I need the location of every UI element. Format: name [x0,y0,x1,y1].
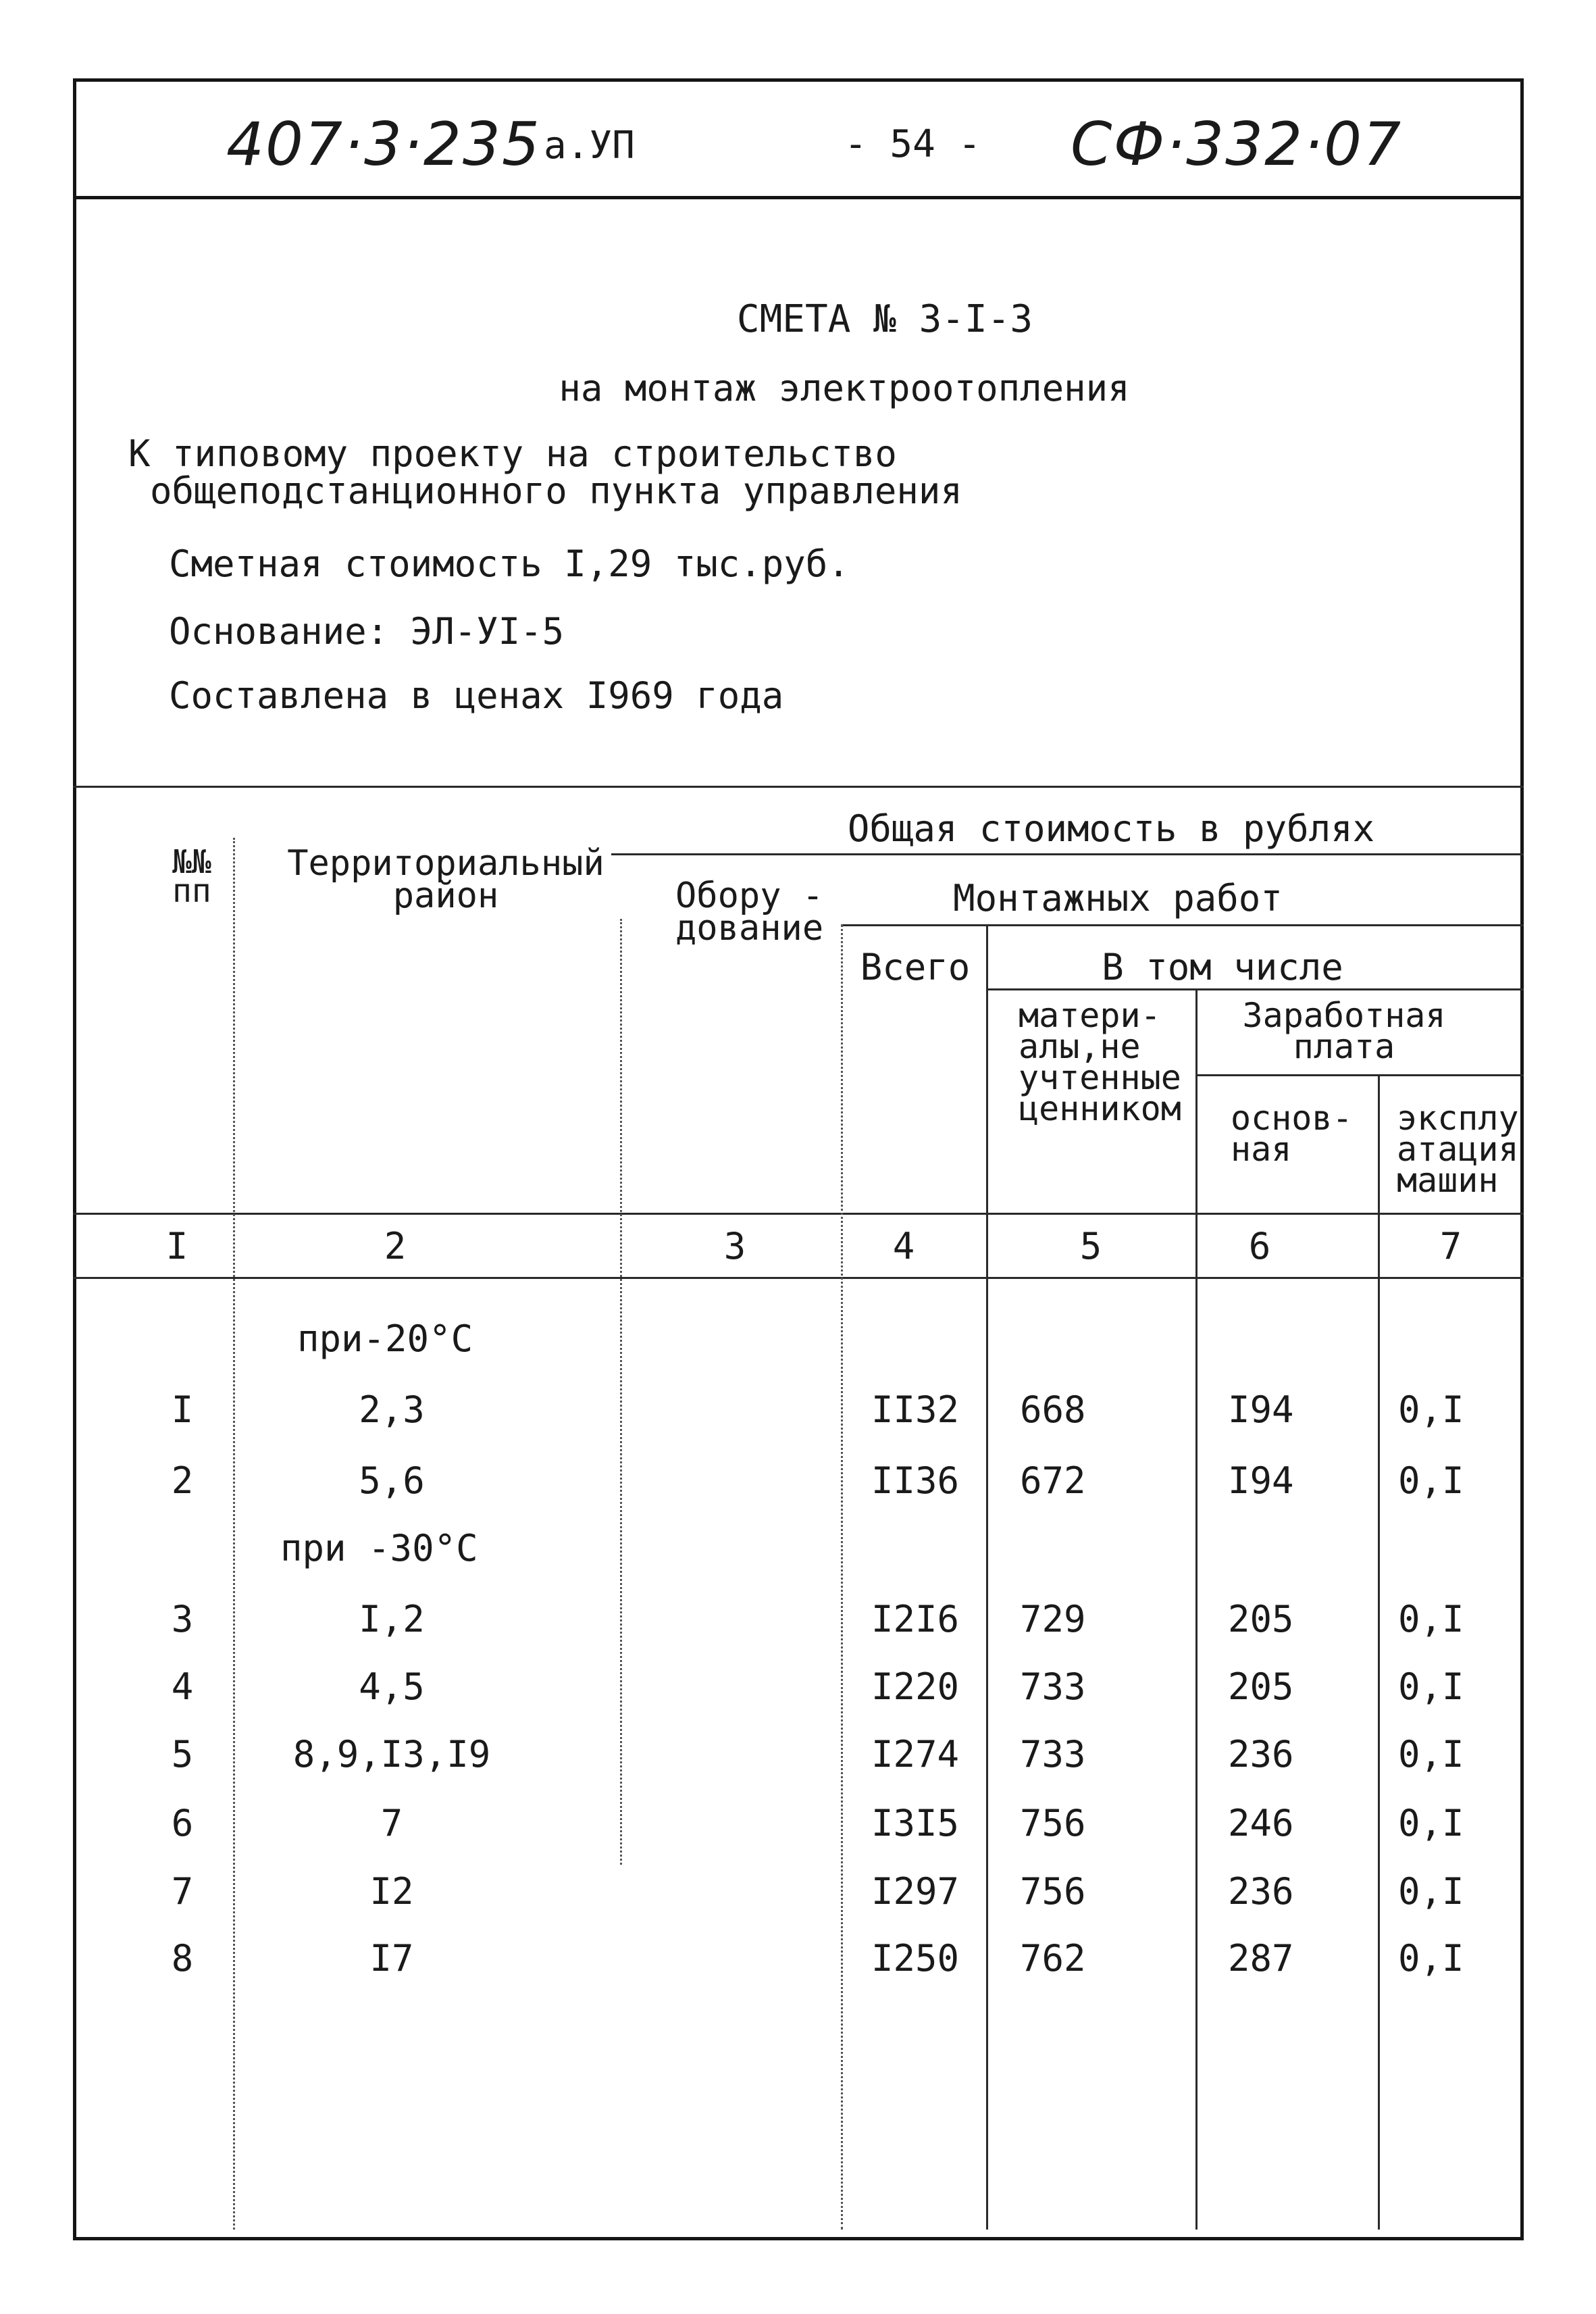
row-region: 7 [380,1802,403,1844]
row-total: I274 [871,1733,960,1776]
row-basic-wage: 287 [1228,1937,1294,1980]
row-total: I3I5 [871,1802,960,1844]
row-number: 8 [171,1937,194,1980]
row-materials: 729 [1020,1598,1086,1640]
row-machines: 0,I [1398,1870,1464,1913]
row-region: I2 [369,1870,414,1913]
document-code: СФ·332·07 [1071,109,1403,179]
row-number: 5 [171,1733,194,1776]
row-machines: 0,I [1398,1937,1464,1980]
row-total: I297 [871,1870,960,1913]
row-region: 2,3 [359,1388,425,1431]
row-total: I250 [871,1937,960,1980]
col-number-3: 3 [723,1225,746,1267]
group-label-minus20: при-20°С [297,1317,473,1360]
row-materials: 756 [1020,1870,1086,1913]
header-materials: матери- алы,не учтенные ценником [1019,996,1181,1128]
rule-under-install [841,924,1524,926]
estimate-title: СМЕТА № 3-I-3 [736,297,1033,341]
row-basic-wage: I94 [1228,1459,1294,1502]
header-total-cost: Общая стоимость в рублях [847,807,1375,850]
project-line-1: К типовому проекту на строительство [128,432,897,475]
col-line-1 [233,838,235,2230]
rule-above-col-numbers [73,1213,1524,1215]
rule-under-wages [1195,1074,1524,1076]
row-number: I [171,1388,194,1431]
row-number: 4 [171,1665,194,1708]
row-basic-wage: 236 [1228,1733,1294,1776]
row-materials: 668 [1020,1388,1086,1431]
page-number: - 54 - [844,122,981,166]
basis: Основание: ЭЛ-УI-5 [169,610,565,653]
header-all: Всего [860,946,971,988]
col-number-2: 2 [384,1225,407,1267]
row-basic-wage: 205 [1228,1598,1294,1640]
row-materials: 733 [1020,1733,1086,1776]
table-top-rule [73,786,1524,788]
album-label: а.УП [544,124,635,168]
header-num: №№ пп [172,843,211,911]
col-line-5 [1195,988,1198,2230]
header-divider [73,196,1524,199]
group-label-minus30: при -30°С [280,1527,478,1569]
col-line-6 [1378,1074,1380,2230]
row-machines: 0,I [1398,1388,1464,1431]
row-number: 6 [171,1802,194,1844]
rule-below-col-numbers [73,1277,1524,1279]
doc-number: 407·3·235 [226,109,541,179]
row-basic-wage: 205 [1228,1665,1294,1708]
row-number: 7 [171,1870,194,1913]
row-total: I2I6 [871,1598,960,1640]
project-line-2: общеподстанционного пункта управления [150,470,962,512]
row-region: 4,5 [359,1665,425,1708]
row-number: 2 [171,1459,194,1502]
row-number: 3 [171,1598,194,1640]
price-basis: Составлена в ценах I969 года [169,674,784,717]
row-region: I,2 [359,1598,425,1640]
header-equipment: Обору - дование [675,876,824,949]
header-wages: Заработная плата [1242,996,1446,1066]
col-number-4: 4 [892,1225,915,1267]
col-line-2 [620,919,622,1865]
row-machines: 0,I [1398,1459,1464,1502]
estimated-cost: Сметная стоимость I,29 тыс.руб. [169,543,850,585]
header-install: Монтажных работ [953,877,1283,920]
row-machines: 0,I [1398,1802,1464,1844]
header-incl: В том числе [1102,946,1343,988]
col-number-1: I [165,1225,188,1267]
row-basic-wage: I94 [1228,1388,1294,1431]
row-total: I220 [871,1665,960,1708]
row-region: 8,9,I3,I9 [292,1733,491,1776]
row-materials: 762 [1020,1937,1086,1980]
header-basic: основ- ная [1231,1099,1353,1169]
col-number-5: 5 [1079,1225,1102,1267]
row-total: II32 [871,1388,960,1431]
row-materials: 756 [1020,1802,1086,1844]
rule-under-total [611,853,1524,855]
col-line-3 [841,924,843,2230]
row-machines: 0,I [1398,1733,1464,1776]
row-machines: 0,I [1398,1598,1464,1640]
col-number-7: 7 [1439,1225,1462,1267]
rule-under-incl [986,988,1524,990]
row-region: 5,6 [359,1459,425,1502]
row-basic-wage: 236 [1228,1870,1294,1913]
estimate-subtitle: на монтаж электроотопления [559,367,1130,409]
row-materials: 733 [1020,1665,1086,1708]
row-machines: 0,I [1398,1665,1464,1708]
header-machines: эксплу атация машин [1397,1099,1519,1200]
header-region: Территориальный район [287,843,604,916]
row-region: I7 [369,1937,414,1980]
row-total: II36 [871,1459,960,1502]
row-basic-wage: 246 [1228,1802,1294,1844]
col-line-4 [986,924,988,2230]
col-number-6: 6 [1248,1225,1271,1267]
row-materials: 672 [1020,1459,1086,1502]
